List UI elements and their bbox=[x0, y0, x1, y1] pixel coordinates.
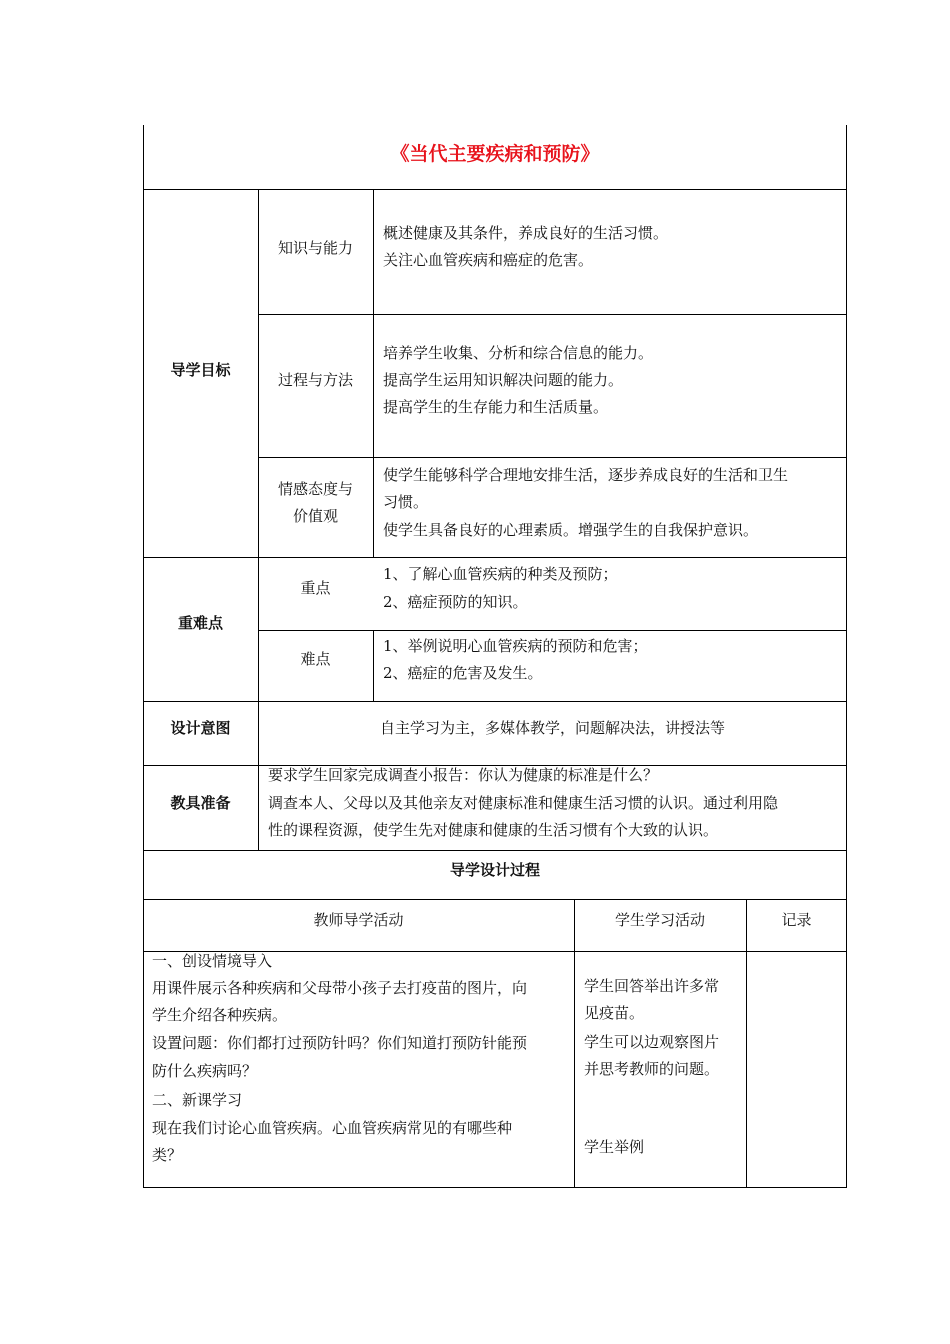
teacher-activity-line: 设置问题：你们都打过预防针吗？你们知道打预防针能预 bbox=[152, 1034, 528, 1052]
table-border-left bbox=[143, 125, 144, 1188]
objective-label-attitude: 情感态度与 bbox=[277, 480, 353, 498]
difficulty-line: 1、举例说明心血管疾病的预防和危害； bbox=[383, 637, 648, 655]
teacher-activity-line: 类？ bbox=[152, 1146, 183, 1164]
teacher-activity-line: 二、新课学习 bbox=[152, 1091, 243, 1109]
rule bbox=[143, 850, 847, 851]
design-text: 自主学习为主，多媒体教学，问题解决法，讲授法等 bbox=[379, 719, 725, 737]
student-activity-line: 见疫苗。 bbox=[584, 1004, 645, 1022]
column-header-teacher: 教师导学活动 bbox=[313, 911, 404, 929]
teacher-activity-line: 用课件展示各种疾病和父母带小孩子去打疫苗的图片，向 bbox=[152, 979, 528, 997]
table-border-right bbox=[846, 125, 847, 1188]
key-point-label: 重点 bbox=[300, 579, 331, 597]
page-title: 《当代主要疾病和预防》 bbox=[390, 143, 600, 165]
objective-label-process: 过程与方法 bbox=[277, 371, 353, 389]
rule bbox=[258, 457, 847, 458]
key-point-line: 1、了解心血管疾病的种类及预防； bbox=[383, 565, 618, 583]
design-label: 设计意图 bbox=[170, 719, 231, 737]
column-header-student: 学生学习活动 bbox=[614, 911, 705, 929]
difficulty-label: 难点 bbox=[300, 650, 331, 668]
objective-line: 使学生具备良好的心理素质。增强学生的自我保护意识。 bbox=[383, 521, 759, 539]
rule bbox=[258, 630, 847, 631]
objectives-label: 导学目标 bbox=[170, 361, 231, 379]
student-activity-line: 学生举例 bbox=[584, 1138, 645, 1156]
rule bbox=[373, 630, 374, 702]
rule bbox=[746, 899, 747, 1188]
prep-label: 教具准备 bbox=[170, 794, 231, 812]
student-activity-line: 学生回答举出许多常 bbox=[584, 977, 720, 995]
rule bbox=[143, 189, 847, 190]
rule bbox=[258, 314, 847, 315]
objective-line: 关注心血管疾病和癌症的危害。 bbox=[383, 251, 594, 269]
objective-line: 培养学生收集、分析和综合信息的能力。 bbox=[383, 344, 654, 362]
table-border-bottom bbox=[143, 1187, 847, 1188]
objective-line: 使学生能够科学合理地安排生活，逐步养成良好的生活和卫生 bbox=[383, 466, 789, 484]
teacher-activity-line: 现在我们讨论心血管疾病。心血管疾病常见的有哪些种 bbox=[152, 1119, 513, 1137]
rule bbox=[574, 899, 575, 1188]
prep-line: 调查本人、父母以及其他亲友对健康标准和健康生活习惯的认识。通过利用隐 bbox=[268, 794, 779, 812]
student-activity-line: 并思考教师的问题。 bbox=[584, 1060, 720, 1078]
objective-line: 提高学生运用知识解决问题的能力。 bbox=[383, 371, 624, 389]
rule bbox=[373, 189, 374, 558]
objective-label-attitude: 价值观 bbox=[292, 507, 338, 525]
objective-line: 习惯。 bbox=[383, 493, 429, 511]
difficulty-line: 2、癌症的危害及发生。 bbox=[383, 664, 543, 682]
rule bbox=[143, 899, 847, 900]
key-point-line: 2、癌症预防的知识。 bbox=[383, 593, 528, 611]
rule bbox=[143, 557, 847, 558]
student-activity-line: 学生可以边观察图片 bbox=[584, 1033, 720, 1051]
objective-label-knowledge: 知识与能力 bbox=[277, 239, 353, 257]
process-heading: 导学设计过程 bbox=[449, 861, 540, 879]
teacher-activity-line: 防什么疾病吗？ bbox=[152, 1062, 258, 1080]
objective-line: 提高学生的生存能力和生活质量。 bbox=[383, 398, 609, 416]
teacher-activity-line: 一、创设情境导入 bbox=[152, 952, 273, 970]
rule bbox=[143, 701, 847, 702]
prep-line: 性的课程资源，使学生先对健康和健康的生活习惯有个大致的认识。 bbox=[268, 821, 719, 839]
column-header-record: 记录 bbox=[781, 911, 812, 929]
teacher-activity-line: 学生介绍各种疾病。 bbox=[152, 1006, 288, 1024]
key-points-label: 重难点 bbox=[177, 614, 223, 632]
objective-line: 概述健康及其条件，养成良好的生活习惯。 bbox=[383, 224, 669, 242]
prep-line: 要求学生回家完成调查小报告：你认为健康的标准是什么？ bbox=[268, 766, 659, 784]
